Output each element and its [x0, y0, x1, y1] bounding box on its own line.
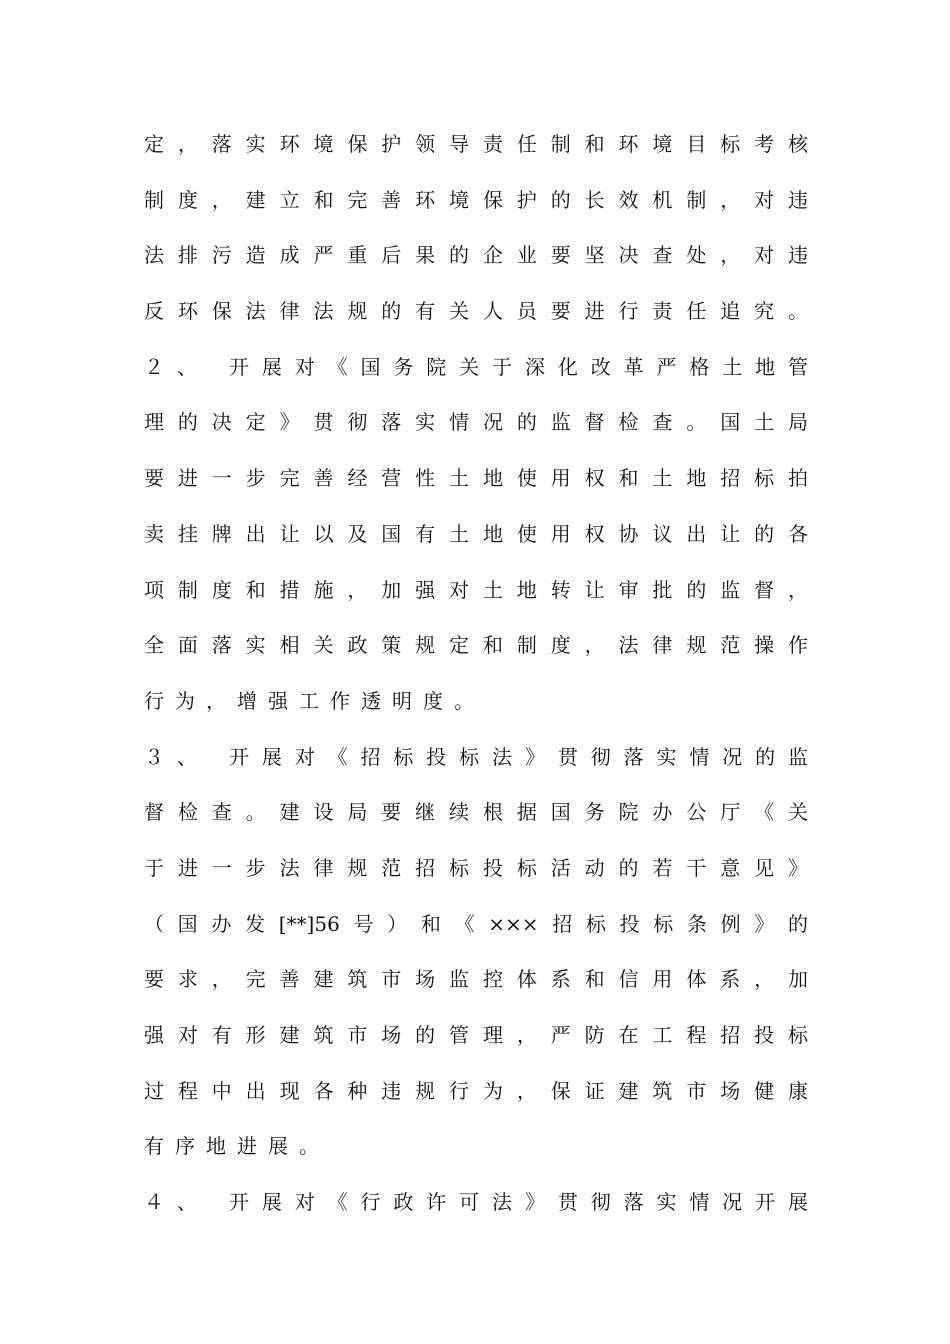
text-line: 行为，增强工作透明度。 [144, 688, 485, 713]
text-line: 制度，建立和完善环境保护的长效机制，对违 [144, 187, 808, 212]
text-line: 全面落实相关政策规定和制度，法律规范操作 [144, 633, 808, 658]
text-line: 项制度和措施，加强对土地转让审批的监督， [144, 577, 808, 602]
document-body [144, 126, 808, 1240]
text-line: 督检查。建设局要继续根据国务院办公厅《关 [144, 800, 808, 825]
text-line: ３、 开展对《招标投标法》贯彻落实情况的监 [144, 744, 808, 769]
text-line: 理的决定》贯彻落实情况的监督检查。国土局 [144, 410, 808, 435]
text-line: 反环保法律法规的有关人员要进行责任追究。 [144, 299, 808, 324]
text-line: 有序地进展。 [144, 1134, 330, 1159]
text-line: 法排污造成严重后果的企业要坚决查处，对违 [144, 243, 808, 268]
text-line: （国办发[**]56号）和《×××招标投标条例》的 [144, 911, 808, 936]
text-line: 于进一步法律规范招标投标活动的若干意见》 [144, 855, 808, 880]
text-line: 定，落实环境保护领导责任制和环境目标考核 [144, 132, 808, 156]
text-line: 要求，完善建筑市场监控体系和信用体系，加 [144, 967, 808, 992]
text-line: 要进一步完善经营性土地使用权和土地招标拍 [144, 466, 808, 491]
text-line: 强对有形建筑市场的管理，严防在工程招投标 [144, 1023, 808, 1047]
text-line: 卖挂牌出让以及国有土地使用权协议出让的各 [144, 521, 808, 546]
text-line: ４、 开展对《行政许可法》贯彻落实情况开展 [144, 1190, 808, 1215]
text-line: ２、 开展对《国务院关于深化改革严格土地管 [144, 354, 808, 379]
text-line: 过程中出现各种违规行为，保证建筑市场健康 [144, 1078, 808, 1103]
